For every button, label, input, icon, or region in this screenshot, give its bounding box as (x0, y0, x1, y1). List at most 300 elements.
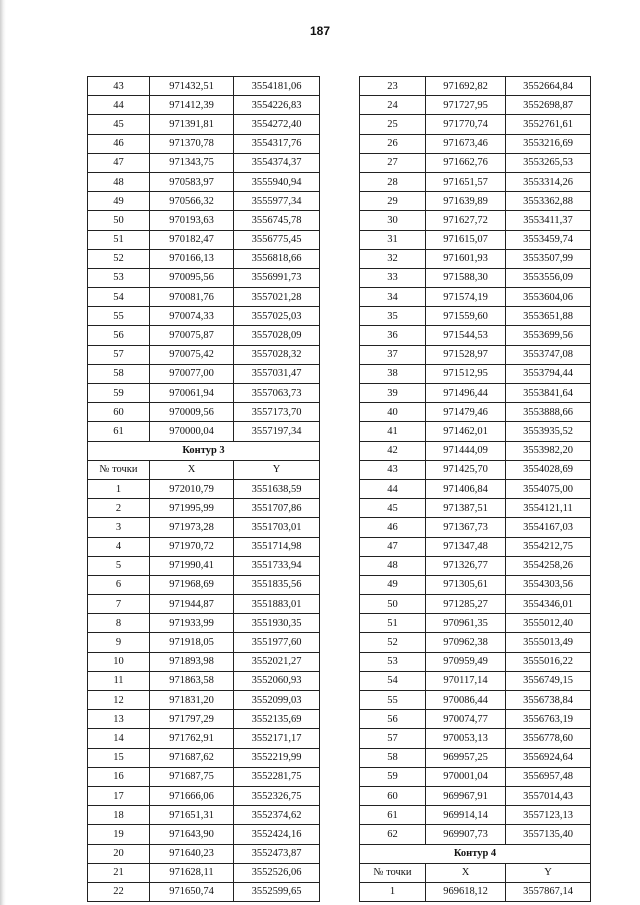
coordinate-y: 3553265,53 (506, 153, 591, 172)
point-number: 36 (360, 326, 426, 345)
table-row (88, 844, 320, 863)
table-row (360, 537, 591, 556)
table-row (360, 249, 591, 268)
coordinate-x: 970166,13 (150, 249, 234, 268)
contour-title-row (360, 844, 591, 863)
table-row (88, 403, 320, 422)
coordinate-x: 970074,33 (150, 307, 234, 326)
table-row (88, 671, 320, 690)
table-row (88, 882, 320, 901)
coordinate-y: 3557063,73 (234, 384, 320, 403)
coordinate-x: 971666,06 (150, 786, 234, 805)
table-row (88, 767, 320, 786)
table-row (88, 479, 320, 498)
coordinate-x: 971544,53 (426, 326, 506, 345)
table-row (360, 460, 591, 479)
coordinate-y: 3556957,48 (506, 767, 591, 786)
coordinate-x: 970081,76 (150, 288, 234, 307)
table-row (360, 192, 591, 211)
table-row (360, 153, 591, 172)
coordinate-y: 3551883,01 (234, 595, 320, 614)
coordinate-x: 970959,49 (426, 652, 506, 671)
table-header-row (88, 460, 320, 479)
coordinate-x: 970075,87 (150, 326, 234, 345)
table-row (88, 863, 320, 882)
coordinate-x: 970962,38 (426, 633, 506, 652)
coordinate-y: 3554258,26 (506, 556, 591, 575)
coordinate-x: 971326,77 (426, 556, 506, 575)
table-row (360, 633, 591, 652)
coordinate-y: 3552326,75 (234, 786, 320, 805)
coordinate-y: 3554167,03 (506, 518, 591, 537)
point-number: 61 (88, 422, 150, 441)
point-number: 4 (88, 537, 150, 556)
table-row (88, 595, 320, 614)
coordinate-x: 971651,57 (426, 172, 506, 191)
point-number: 24 (360, 96, 426, 115)
coordinate-x: 970583,97 (150, 172, 234, 191)
point-number: 56 (360, 710, 426, 729)
coordinate-y: 3554226,83 (234, 96, 320, 115)
table-row (88, 806, 320, 825)
coordinate-y: 3552698,87 (506, 96, 591, 115)
coordinate-x: 971432,51 (150, 77, 234, 96)
point-number: 5 (88, 556, 150, 575)
coordinate-x: 971973,28 (150, 518, 234, 537)
table-row (360, 729, 591, 748)
coordinate-y: 3557135,40 (506, 825, 591, 844)
point-number: 22 (88, 882, 150, 901)
point-number: 45 (88, 115, 150, 134)
coordinate-y: 3552526,06 (234, 863, 320, 882)
coordinate-x: 971863,58 (150, 671, 234, 690)
table-row (88, 115, 320, 134)
coordinate-y: 3552374,62 (234, 806, 320, 825)
coordinate-x: 970075,42 (150, 345, 234, 364)
coordinate-y: 3553362,88 (506, 192, 591, 211)
point-number: 8 (88, 614, 150, 633)
coordinate-x: 971797,29 (150, 710, 234, 729)
contour-title: Контур 4 (360, 844, 591, 863)
coordinate-x: 971496,44 (426, 384, 506, 403)
coordinate-y: 3553411,37 (506, 211, 591, 230)
coordinate-y: 3554121,11 (506, 499, 591, 518)
coordinate-y: 3555013,49 (506, 633, 591, 652)
table-row (88, 307, 320, 326)
coordinate-y: 3556818,66 (234, 249, 320, 268)
header-point-number: № точки (88, 460, 150, 479)
coordinate-x: 971893,98 (150, 652, 234, 671)
coordinate-y: 3553556,09 (506, 268, 591, 287)
point-number: 56 (88, 326, 150, 345)
coordinate-y: 3557025,03 (234, 307, 320, 326)
coordinate-x: 971615,07 (426, 230, 506, 249)
coordinate-y: 3557031,47 (234, 364, 320, 383)
coordinate-y: 3553747,08 (506, 345, 591, 364)
coordinate-x: 971285,27 (426, 595, 506, 614)
point-number: 17 (88, 786, 150, 805)
table-row (360, 115, 591, 134)
coordinate-x: 970000,04 (150, 422, 234, 441)
point-number: 38 (360, 364, 426, 383)
point-number: 43 (88, 77, 150, 96)
table-row (360, 691, 591, 710)
coordinate-x: 971770,74 (426, 115, 506, 134)
point-number: 1 (88, 479, 150, 498)
coordinate-y: 3552599,65 (234, 882, 320, 901)
table-row (360, 441, 591, 460)
point-number: 47 (88, 153, 150, 172)
table-row (360, 134, 591, 153)
coordinate-x: 971650,74 (150, 882, 234, 901)
coordinate-y: 3552664,84 (506, 77, 591, 96)
coordinate-y: 3552021,27 (234, 652, 320, 671)
table-row (88, 825, 320, 844)
table-row (88, 575, 320, 594)
point-number: 61 (360, 806, 426, 825)
coordinate-y: 3557028,09 (234, 326, 320, 345)
coordinate-x: 971643,90 (150, 825, 234, 844)
coordinate-x: 971343,75 (150, 153, 234, 172)
coordinate-x: 971391,81 (150, 115, 234, 134)
point-number: 60 (88, 403, 150, 422)
coordinate-y: 3555977,34 (234, 192, 320, 211)
coordinate-y: 3556763,19 (506, 710, 591, 729)
header-x: X (150, 460, 234, 479)
coordinate-y: 3554374,37 (234, 153, 320, 172)
point-number: 44 (360, 479, 426, 498)
point-number: 48 (88, 172, 150, 191)
coordinate-x: 971387,51 (426, 499, 506, 518)
coordinate-y: 3552424,16 (234, 825, 320, 844)
coordinate-x: 971425,70 (426, 460, 506, 479)
table-row (360, 288, 591, 307)
coordinate-y: 3556924,64 (506, 748, 591, 767)
table-row (88, 364, 320, 383)
coordinate-x: 971662,76 (426, 153, 506, 172)
coordinate-x: 971990,41 (150, 556, 234, 575)
point-number: 31 (360, 230, 426, 249)
coordinate-y: 3552060,93 (234, 671, 320, 690)
coordinate-x: 971933,99 (150, 614, 234, 633)
coordinate-y: 3555016,22 (506, 652, 591, 671)
coordinate-y: 3554075,00 (506, 479, 591, 498)
coordinate-y: 3551707,86 (234, 499, 320, 518)
point-number: 51 (88, 230, 150, 249)
point-number: 21 (88, 863, 150, 882)
coordinate-y: 3555012,40 (506, 614, 591, 633)
point-number: 16 (88, 767, 150, 786)
table-row (88, 249, 320, 268)
coordinate-y: 3553507,99 (506, 249, 591, 268)
coordinate-x: 970053,13 (426, 729, 506, 748)
point-number: 1 (360, 882, 426, 901)
coordinate-x: 970074,77 (426, 710, 506, 729)
point-number: 53 (360, 652, 426, 671)
point-number: 40 (360, 403, 426, 422)
point-number: 18 (88, 806, 150, 825)
table-row (360, 268, 591, 287)
table-row (88, 211, 320, 230)
coordinate-y: 3551835,56 (234, 575, 320, 594)
point-number: 6 (88, 575, 150, 594)
table-row (88, 537, 320, 556)
coordinate-x: 971673,46 (426, 134, 506, 153)
coordinate-y: 3557014,43 (506, 786, 591, 805)
table-row (88, 384, 320, 403)
coordinate-x: 971651,31 (150, 806, 234, 825)
point-number: 51 (360, 614, 426, 633)
coordinate-x: 971628,11 (150, 863, 234, 882)
table-row (360, 806, 591, 825)
coordinate-y: 3556778,60 (506, 729, 591, 748)
coordinate-x: 971918,05 (150, 633, 234, 652)
coordinate-y: 3552135,69 (234, 710, 320, 729)
table-row (88, 172, 320, 191)
point-number: 55 (88, 307, 150, 326)
point-number: 37 (360, 345, 426, 364)
table-row (360, 211, 591, 230)
contour-title: Контур 3 (88, 441, 320, 460)
coordinate-y: 3553216,69 (506, 134, 591, 153)
coordinate-y: 3557173,70 (234, 403, 320, 422)
coordinate-x: 971512,95 (426, 364, 506, 383)
coordinate-x: 971559,60 (426, 307, 506, 326)
table-row (360, 556, 591, 575)
table-row (360, 230, 591, 249)
coordinate-y: 3554346,01 (506, 595, 591, 614)
table-row (360, 767, 591, 786)
table-row (88, 729, 320, 748)
coordinate-x: 971367,73 (426, 518, 506, 537)
coordinate-x: 971762,91 (150, 729, 234, 748)
coordinate-x: 970001,04 (426, 767, 506, 786)
coordinate-y: 3554028,69 (506, 460, 591, 479)
coordinate-x: 969957,25 (426, 748, 506, 767)
coordinate-x: 970061,94 (150, 384, 234, 403)
point-number: 48 (360, 556, 426, 575)
point-number: 46 (360, 518, 426, 537)
page-edge-shadow (0, 0, 6, 905)
coordinate-y: 3554181,06 (234, 77, 320, 96)
coordinate-y: 3556991,73 (234, 268, 320, 287)
coordinate-x: 970182,47 (150, 230, 234, 249)
coordinate-x: 971412,39 (150, 96, 234, 115)
table-row (88, 633, 320, 652)
coordinate-y: 3551714,98 (234, 537, 320, 556)
table-row (88, 192, 320, 211)
coordinate-y: 3557021,28 (234, 288, 320, 307)
coordinate-y: 3555940,94 (234, 172, 320, 191)
coordinate-y: 3556745,78 (234, 211, 320, 230)
header-x: X (426, 863, 506, 882)
coordinate-x: 969907,73 (426, 825, 506, 844)
coordinate-x: 971970,72 (150, 537, 234, 556)
coordinate-y: 3557867,14 (506, 882, 591, 901)
point-number: 59 (88, 384, 150, 403)
point-number: 15 (88, 748, 150, 767)
coordinate-y: 3557197,34 (234, 422, 320, 441)
coordinate-x: 970566,32 (150, 192, 234, 211)
point-number: 62 (360, 825, 426, 844)
coordinate-y: 3554303,56 (506, 575, 591, 594)
table-row (360, 652, 591, 671)
coordinate-y: 3557123,13 (506, 806, 591, 825)
coordinate-x: 971305,61 (426, 575, 506, 594)
table-row (88, 345, 320, 364)
table-row (360, 575, 591, 594)
table-row (360, 77, 591, 96)
header-y: Y (506, 863, 591, 882)
table-row (360, 518, 591, 537)
table-row (88, 230, 320, 249)
point-number: 19 (88, 825, 150, 844)
coordinate-y: 3553935,52 (506, 422, 591, 441)
table-row (88, 422, 320, 441)
coordinate-x: 971444,09 (426, 441, 506, 460)
point-number: 9 (88, 633, 150, 652)
point-number: 41 (360, 422, 426, 441)
table-header-row (360, 863, 591, 882)
table-row (360, 172, 591, 191)
coordinates-table-right (359, 76, 591, 902)
table-row (88, 691, 320, 710)
page-number: 187 (309, 24, 331, 38)
point-number: 25 (360, 115, 426, 134)
table-row (360, 748, 591, 767)
point-number: 23 (360, 77, 426, 96)
point-number: 57 (88, 345, 150, 364)
coordinate-y: 3551977,60 (234, 633, 320, 652)
coordinate-x: 970077,00 (150, 364, 234, 383)
coordinate-y: 3553699,56 (506, 326, 591, 345)
point-number: 35 (360, 307, 426, 326)
coordinate-x: 971462,01 (426, 422, 506, 441)
coordinate-x: 970095,56 (150, 268, 234, 287)
point-number: 45 (360, 499, 426, 518)
coordinate-x: 971347,48 (426, 537, 506, 556)
coordinate-x: 971687,75 (150, 767, 234, 786)
coordinate-y: 3552473,87 (234, 844, 320, 863)
coordinate-x: 970961,35 (426, 614, 506, 633)
coordinate-y: 3554212,75 (506, 537, 591, 556)
table-row (360, 422, 591, 441)
table-row (88, 786, 320, 805)
table-row (360, 384, 591, 403)
table-row (88, 710, 320, 729)
point-number: 47 (360, 537, 426, 556)
table-row (88, 652, 320, 671)
coordinate-y: 3554317,76 (234, 134, 320, 153)
coordinate-x: 971831,20 (150, 691, 234, 710)
point-number: 43 (360, 460, 426, 479)
point-number: 30 (360, 211, 426, 230)
coordinate-y: 3551638,59 (234, 479, 320, 498)
table-row (360, 671, 591, 690)
point-number: 39 (360, 384, 426, 403)
table-row (88, 499, 320, 518)
point-number: 14 (88, 729, 150, 748)
point-number: 49 (88, 192, 150, 211)
point-number: 46 (88, 134, 150, 153)
coordinate-x: 971588,30 (426, 268, 506, 287)
table-row (88, 96, 320, 115)
table-row (88, 614, 320, 633)
table-row (360, 307, 591, 326)
table-row (360, 882, 591, 901)
point-number: 28 (360, 172, 426, 191)
table-row (360, 499, 591, 518)
coordinate-x: 971370,78 (150, 134, 234, 153)
point-number: 11 (88, 671, 150, 690)
coordinate-x: 971944,87 (150, 595, 234, 614)
header-point-number: № точки (360, 863, 426, 882)
point-number: 13 (88, 710, 150, 729)
point-number: 44 (88, 96, 150, 115)
point-number: 7 (88, 595, 150, 614)
coordinate-y: 3553794,44 (506, 364, 591, 383)
coordinate-x: 970086,44 (426, 691, 506, 710)
point-number: 54 (88, 288, 150, 307)
point-number: 42 (360, 441, 426, 460)
coordinate-x: 971727,95 (426, 96, 506, 115)
coordinate-x: 970009,56 (150, 403, 234, 422)
point-number: 58 (360, 748, 426, 767)
coordinate-x: 972010,79 (150, 479, 234, 498)
table-row (88, 518, 320, 537)
table-row (360, 825, 591, 844)
table-row (88, 77, 320, 96)
coordinate-y: 3551930,35 (234, 614, 320, 633)
table-row (88, 326, 320, 345)
coordinate-x: 971968,69 (150, 575, 234, 594)
point-number: 58 (88, 364, 150, 383)
point-number: 32 (360, 249, 426, 268)
table-row (88, 288, 320, 307)
table-row (360, 595, 591, 614)
coordinate-x: 971528,97 (426, 345, 506, 364)
coordinate-y: 3556775,45 (234, 230, 320, 249)
point-number: 2 (88, 499, 150, 518)
point-number: 54 (360, 671, 426, 690)
table-row (88, 134, 320, 153)
coordinate-x: 971574,19 (426, 288, 506, 307)
point-number: 55 (360, 691, 426, 710)
table-row (360, 479, 591, 498)
coordinate-x: 971639,89 (426, 192, 506, 211)
coordinate-x: 970117,14 (426, 671, 506, 690)
point-number: 52 (360, 633, 426, 652)
point-number: 12 (88, 691, 150, 710)
table-row (88, 153, 320, 172)
table-row (360, 326, 591, 345)
point-number: 50 (360, 595, 426, 614)
header-y: Y (234, 460, 320, 479)
table-row (360, 786, 591, 805)
coordinate-x: 971640,23 (150, 844, 234, 863)
coordinate-x: 971406,84 (426, 479, 506, 498)
point-number: 60 (360, 786, 426, 805)
coordinate-y: 3556738,84 (506, 691, 591, 710)
coordinate-y: 3553459,74 (506, 230, 591, 249)
coordinate-x: 971995,99 (150, 499, 234, 518)
coordinate-y: 3556749,15 (506, 671, 591, 690)
coordinate-x: 969914,14 (426, 806, 506, 825)
coordinate-y: 3552219,99 (234, 748, 320, 767)
point-number: 26 (360, 134, 426, 153)
table-row (360, 345, 591, 364)
coordinate-y: 3553314,26 (506, 172, 591, 191)
